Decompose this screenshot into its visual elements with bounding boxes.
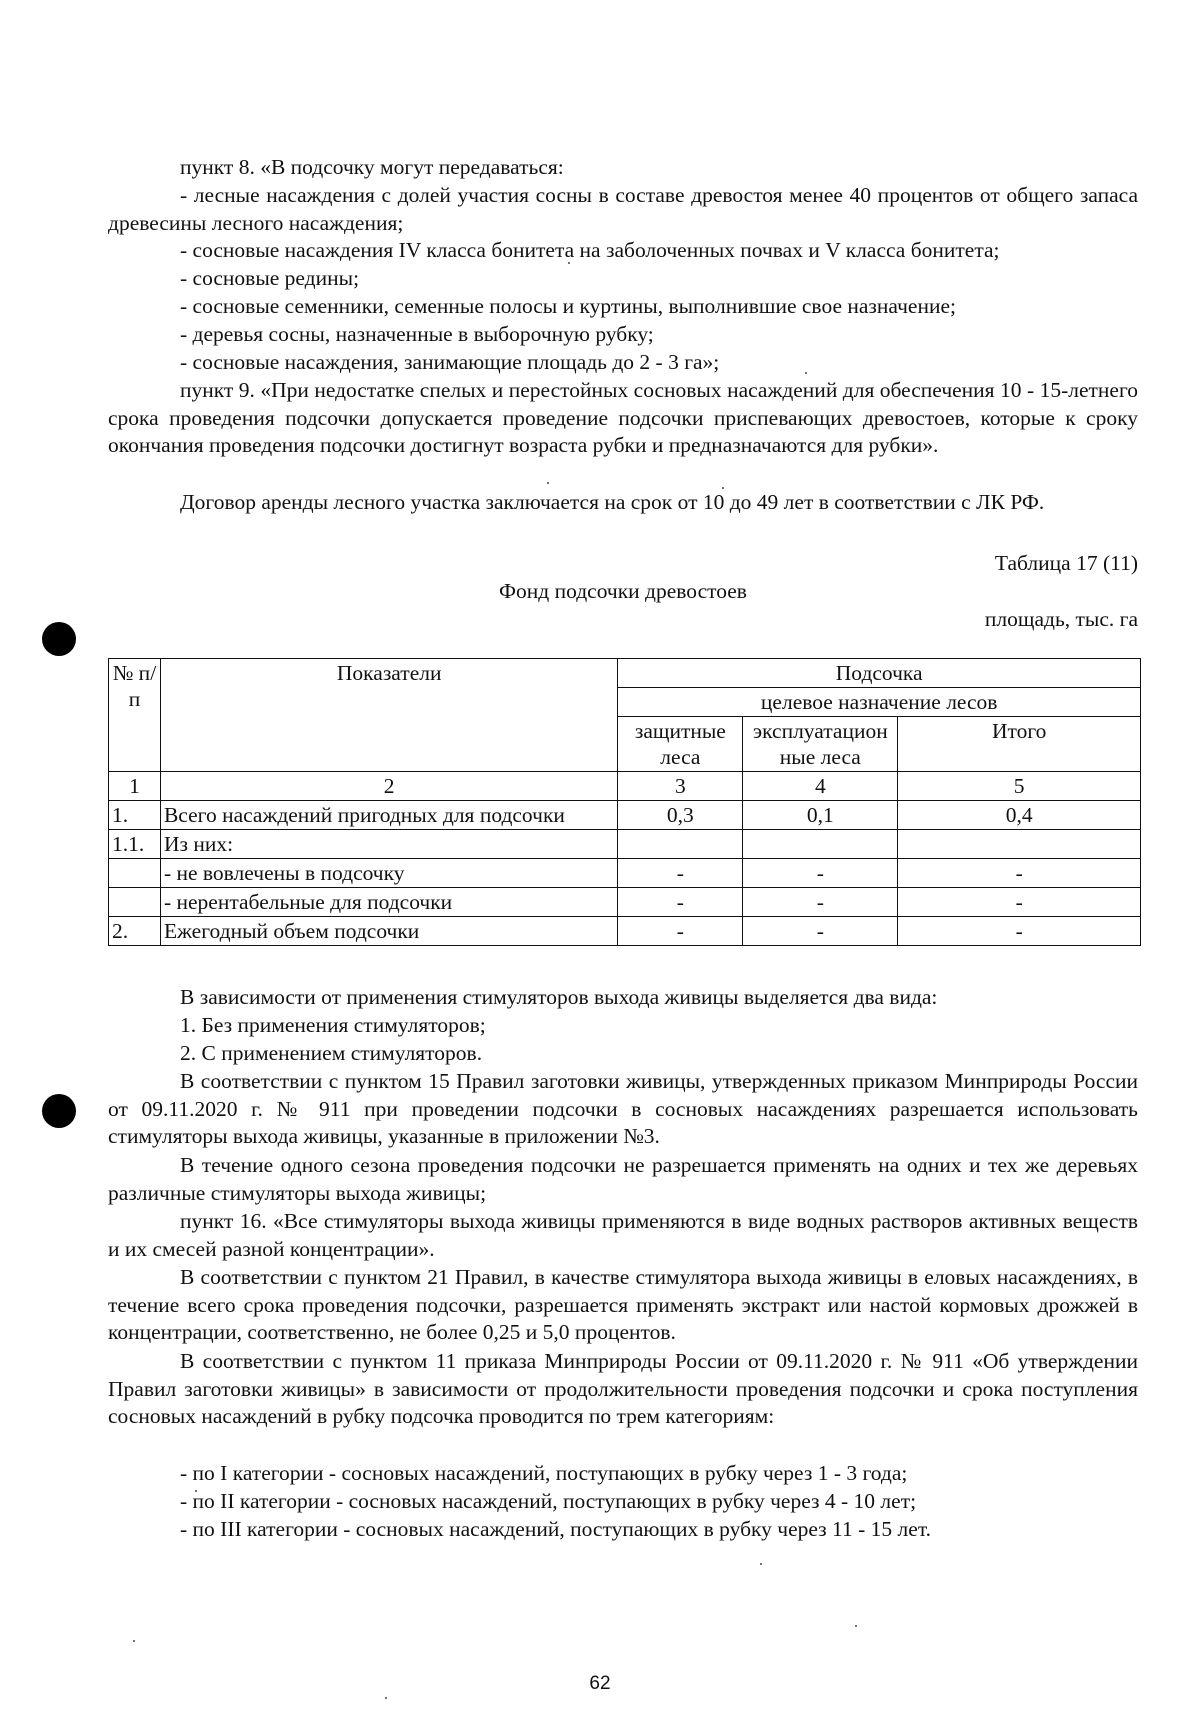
row-value: - [898, 859, 1141, 888]
paragraph: 1. Без применения стимуляторов; [180, 1013, 486, 1037]
table-title: Фонд подсочки древостоев [499, 579, 747, 603]
row-value: 0,3 [618, 801, 743, 830]
paragraph: В соответствии с пунктом 15 Правил заготовки живицы, утвержденных приказом Минприроды России от 09.11.2020 г. № 911 при проведении подсочки в сосновых насаждениях разрешается использовать стимуляторы выхода живицы, указанные в приложении №3. [108, 1069, 1138, 1149]
paragraph: - лесные насаждения с долей участия сосны в составе древостоя менее 40 процентов от общего запаса древесины лесного насаждения; [108, 183, 1138, 235]
table-row [109, 888, 1141, 917]
paragraph: В соответствии с пунктом 11 приказа Минприроды России от 09.11.2020 г. № 911 «Об утверждении Правил заготовки живицы» в зависимости от продолжительности проведения подсочки и срока поступления сосновых насаждений в рубку подсочка проводится по трем категориям: [108, 1349, 1138, 1429]
paragraph: - сосновые редины; [180, 266, 360, 290]
row-num: 2. [109, 917, 161, 946]
row-label: - не вовлечены в подсочку [160, 859, 617, 888]
header-num: № п/п [109, 659, 161, 772]
row-value [618, 830, 743, 859]
paragraph: - деревья сосны, назначенные в выборочную рубку; [180, 322, 654, 346]
header-col4: эксплуатацион ные леса [743, 717, 898, 772]
paragraph: 2. С применением стимуляторов. [180, 1041, 483, 1065]
paragraph: пункт 9. «При недостатке спелых и перестойных сосновых насаждений для обеспечения 10 - 15-летнего срока проведения подсочки допускается проведение подсочки приспевающих древостоев, которые к сроку окончания проведения подсочки достигнут возраста рубки и предназначаются для рубки». [108, 378, 1138, 458]
paragraph: - по I категории - сосновых насаждений, поступающих в рубку через 1 - 3 года; [180, 1461, 908, 1485]
index-cell: 3 [618, 772, 743, 801]
header-subgroup: целевое назначение лесов [618, 688, 1141, 717]
row-label: Всего насаждений пригодных для подсочки [160, 801, 617, 830]
table-row [109, 859, 1141, 888]
table-row [109, 830, 1141, 859]
header-group: Подсочка [618, 659, 1141, 688]
header-col5: Итого [898, 717, 1141, 772]
paragraph: В соответствии с пунктом 21 Правил, в качестве стимулятора выхода живицы в еловых насаждениях, в течение всего срока проведения подсочки, разрешается применять экстракт или настой кормовых дрожжей в концентрации, соответственно, не более 0,25 и 5,0 процентов. [108, 1265, 1138, 1345]
table-index-row [109, 772, 1141, 801]
row-value: - [898, 917, 1141, 946]
paragraph: - по II категории - сосновых насаждений, поступающих в рубку через 4 - 10 лет; [180, 1489, 917, 1513]
row-label: Ежегодный объем подсочки [160, 917, 617, 946]
scan-speck [760, 1563, 762, 1565]
paragraph: В зависимости от применения стимуляторов выхода живицы выделяется два вида: [180, 985, 938, 1009]
paragraph: - сосновые насаждения, занимающие площадь до 2 - 3 га»; [180, 350, 720, 374]
row-value [743, 830, 898, 859]
table-row [109, 801, 1141, 830]
index-cell: 1 [109, 772, 161, 801]
index-cell: 2 [160, 772, 617, 801]
scan-speck [855, 1625, 857, 1627]
paragraph: - сосновые семенники, семенные полосы и куртины, выполнившие свое назначение; [180, 294, 956, 318]
row-num: 1.1. [109, 830, 161, 859]
page-number: 62 [589, 1673, 611, 1694]
row-value: - [743, 859, 898, 888]
row-value: - [618, 888, 743, 917]
paragraph: - сосновые насаждения IV класса бонитета на заболоченных почвах и V класса бонитета; [180, 238, 1000, 262]
index-cell: 5 [898, 772, 1141, 801]
scan-speck [385, 1697, 387, 1699]
row-num [109, 888, 161, 917]
row-value: 0,4 [898, 801, 1141, 830]
index-cell: 4 [743, 772, 898, 801]
paragraph: пункт 8. «В подсочку могут передаваться: [180, 155, 564, 179]
row-value: - [618, 917, 743, 946]
scan-speck [133, 1640, 135, 1642]
row-value [898, 830, 1141, 859]
row-value: - [743, 917, 898, 946]
row-num [109, 859, 161, 888]
row-value: 0,1 [743, 801, 898, 830]
scan-speck [547, 482, 549, 484]
row-value: - [898, 888, 1141, 917]
row-label: - нерентабельные для подсочки [160, 888, 617, 917]
table-row [109, 917, 1141, 946]
row-value: - [618, 859, 743, 888]
row-label: Из них: [160, 830, 617, 859]
punch-hole [42, 1094, 76, 1128]
punch-hole [42, 622, 76, 656]
fond-table [108, 658, 1141, 946]
paragraph: В течение одного сезона проведения подсочки не разрешается применять на одних и тех же деревьях различные стимуляторы выхода живицы; [108, 1153, 1138, 1205]
paragraph: Договор аренды лесного участка заключается на срок от 10 до 49 лет в соответствии с ЛК РФ. [180, 490, 1045, 514]
table-number: Таблица 17 (11) [994, 551, 1138, 575]
header-col3: защитные леса [618, 717, 743, 772]
row-num: 1. [109, 801, 161, 830]
row-value: - [743, 888, 898, 917]
table-unit: площадь, тыс. га [984, 607, 1138, 631]
header-indicators: Показатели [160, 659, 617, 772]
table-header-row [109, 659, 1141, 688]
paragraph: пункт 16. «Все стимуляторы выхода живицы применяются в виде водных растворов активных веществ и их смесей разной концентрации». [108, 1209, 1138, 1261]
paragraph: - по III категории - сосновых насаждений, поступающих в рубку через 11 - 15 лет. [180, 1517, 931, 1541]
